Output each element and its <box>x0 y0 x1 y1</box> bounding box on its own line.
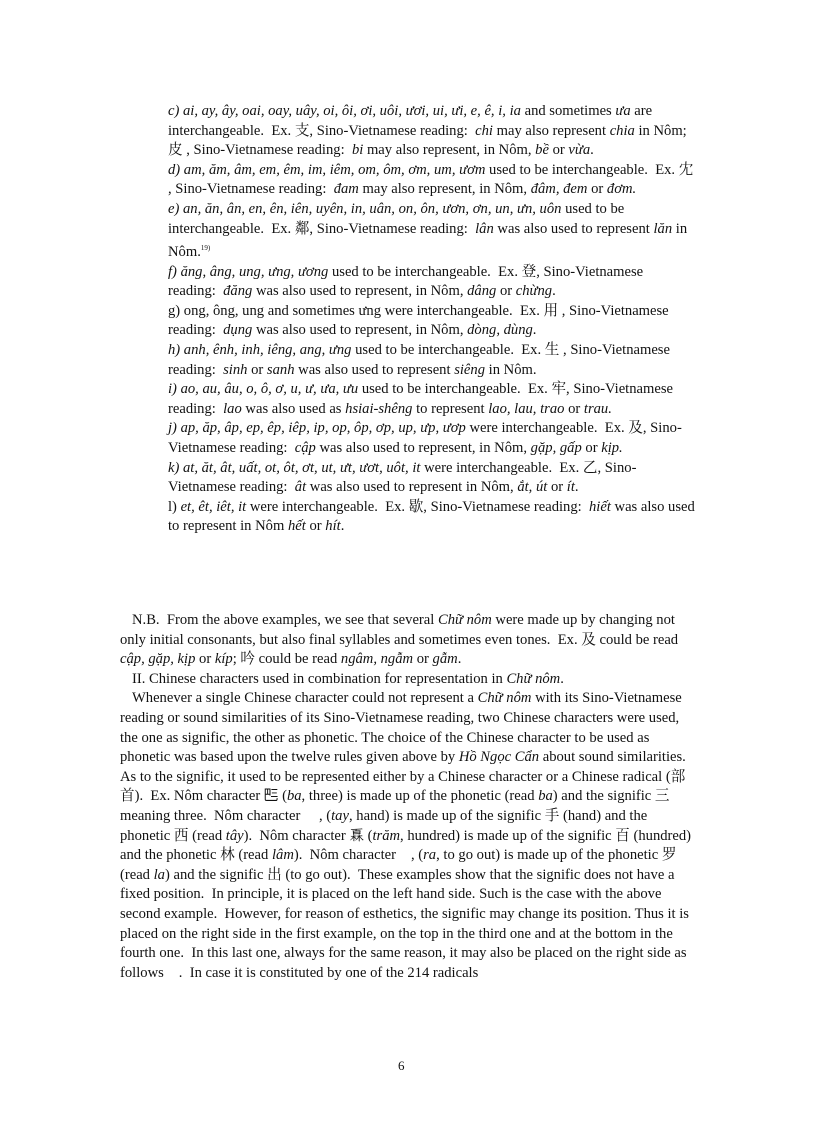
rule-c: c) ai, ay, ây, oai, oay, uây, oi, ôi, ơi, uôi, ươi, ui, ưi, e, ê, i, ia and sometimes ưa are interchangeable. Ex. 支, Sino-Vietnamese reading: chi may also represent chia in Nôm; 皮 , Sino-Vietnamese reading: bi may also represent, in Nôm, bề or vừa. <box>168 103 691 159</box>
page-number: 6 <box>398 1058 405 1073</box>
rule-i: i) ao, au, âu, o, ô, ơ, u, ư, ưa, ưu used to be interchangeable. Ex. 牢, Sino-Vietnamese reading: lao was also used as hsiai-shêng to represent lao, lau, trao or trau. <box>168 381 673 417</box>
rule-f: f) ăng, âng, ung, ưng, ương used to be interchangeable. Ex. 登, Sino-Vietnamese reading: đăng was also used to represent, in Nôm, dâng or chừng. <box>168 263 644 300</box>
section-heading: II. Chinese characters used in combination for representation in Chữ nôm. <box>132 670 564 687</box>
rule-k: k) at, ăt, ât, uất, ot, ôt, ơt, ut, ưt, ươt, uôt, it were interchangeable. Ex. 乙, Sino-Vietnamese reading: ât was also used to represent in Nôm, ắt, út or ít. <box>168 459 637 496</box>
interchangeable-rules-list <box>168 102 696 537</box>
rule-e: e) an, ăn, ân, en, ên, iên, uyên, in, uân, on, ôn, ươn, ơn, un, ưn, uôn used to be interchangeable. Ex. 鄰, Sino-Vietnamese reading: lân was also used to represent lăn in Nôm.$^{19)}$ <box>168 200 688 261</box>
rule-l: l) et, êt, iêt, it were interchangeable. Ex. 歇, Sino-Vietnamese reading: hiết was also used to represent in Nôm hết or hít. <box>168 498 695 535</box>
nb-paragraph: N.B. From the above examples, we see that several Chữ nôm were made up by changing not only initial consonants, but also final syllables and sometimes even tones. Ex. 及 could be read cập, gặp, kịp or kíp; 吟 could be read ngâm, ngẫm or gẫm. <box>120 612 679 668</box>
rule-j: j) ap, ăp, âp, ep, êp, iêp, ip, op, ôp, ơp, up, ưp, ươp were interchangeable. Ex. 及, Sino-Vietnamese reading: cập was also used to represent, in Nôm, gặp, gấp or kịp. <box>168 420 682 456</box>
rule-h: h) anh, ênh, inh, iêng, ang, ưng used to be interchangeable. Ex. 生 , Sino-Vietnamese reading: sinh or sanh was also used to represent siêng in Nôm. <box>168 341 670 378</box>
rule-g: g) ong, ông, ung and sometimes ưng were interchangeable. Ex. 用 , Sino-Vietnamese reading: dụng was also used to represent, in Nôm, dòng, dùng. <box>168 302 669 339</box>
main-paragraph: Whenever a single Chinese character could not represent a Chữ nôm with its Sino-Vietnamese reading or sound similarities of its Sino-Vietnamese reading, two Chinese characters were used, the one as signific, the other as phonetic. The choice of the Chinese character to be used as phonetic was based upon the twelve rules given above by Hồ Ngọc Cẩn about sound similarities. As to the signific, it used to be represented either by a Chinese character or a Chinese radical (部首). Ex. Nôm character 𠀧 (ba, three) is made up of the phonetic (read ba) and the signific 三 meaning three. Nôm character 𢬣 , (tay, hand) is made up of the signific 手 (hand) and the phonetic 西 (read tây). Nôm character 𤾓 (trăm, hundred) is made up of the signific 百 (hundred) and the phonetic 林 (read lâm). Nôm character 𦋦, (ra, to go out) is made up of the phonetic 罗 (read la) and the signific 出 (to go out). These examples show that the signific does not have a fixed position. In principle, it is placed on the left hand side. Such is the case with the above second example. However, for reason of esthetics, the signific may change its position. Thus it is placed on the right side in the first example, on the top in the third one and at the bottom in the fourth one. In this last one, always for the same reason, it may also be placed on the right side as follows 𦋦. In case it is constituted by one of the 214 radicals <box>120 690 692 981</box>
rule-d: d) am, ăm, âm, em, êm, im, iêm, om, ôm, ơm, um, ươm used to be interchangeable. Ex. 冘 , Sino-Vietnamese reading: đam may also represent, in Nôm, đâm, đem or đơm. <box>168 161 694 198</box>
body-text <box>120 611 698 983</box>
footnote-ref: 19) <box>200 244 211 253</box>
